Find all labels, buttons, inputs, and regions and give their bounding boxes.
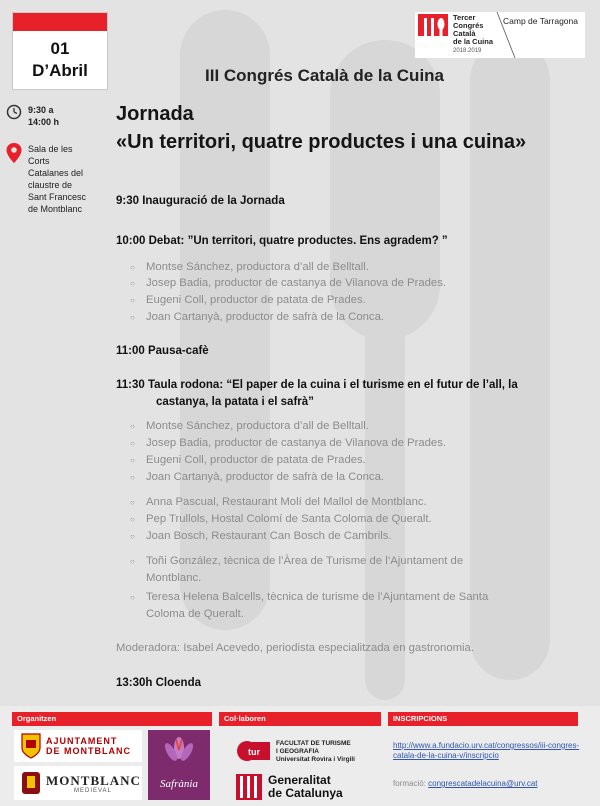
collab-label: Col·laboren	[219, 712, 381, 726]
date-card-band	[13, 13, 107, 31]
safrania-logo	[148, 730, 210, 800]
bullet-icon: ○	[130, 439, 135, 448]
bullet-icon: ○	[130, 498, 135, 507]
program-item-coffee-break: 11:00 Pausa-cafè	[116, 345, 209, 357]
round-table-participant: ○ Anna Pascual, Restaurant Molí del Mallol de Montblanc.	[146, 494, 427, 511]
jornada-label: Jornada	[116, 103, 194, 125]
bullet-icon: ○	[130, 515, 135, 524]
bullet-icon: ○	[130, 532, 135, 541]
bullet-icon: ○	[130, 279, 135, 288]
svg-text:tur: tur	[248, 747, 260, 757]
date-card	[12, 12, 108, 90]
round-table-participant: ○ Montse Sánchez, productora d’all de Belltall.	[146, 418, 369, 435]
bullet-icon: ○	[130, 593, 135, 602]
jornada-title: «Un territori, quatre productes i una cuina»	[116, 131, 527, 153]
debate-participant: ○ Josep Badia, productor de castanya de Vilanova de Prades.	[146, 275, 446, 292]
saffron-flower-icon	[159, 736, 199, 772]
generalitat-text: Generalitat de Catalunya	[268, 773, 343, 800]
debate-participant: ○ Montse Sánchez, productora d’all de Belltall.	[146, 259, 369, 276]
congress-logo	[415, 12, 585, 58]
logo-years: 2018.2019	[453, 48, 482, 54]
congress-title: III Congrés Català de la Cuina	[205, 66, 445, 85]
bullet-icon: ○	[130, 557, 135, 566]
cutlery-logo-icon	[418, 14, 448, 54]
bullet-icon: ○	[130, 456, 135, 465]
place-line: Corts	[28, 156, 50, 166]
round-table-participant: ○ Eugeni Coll, productor de patata de Prades.	[146, 452, 366, 469]
generalitat-flag-icon	[236, 774, 262, 800]
logo-camp-label: Camp de Tarragona	[503, 16, 578, 26]
registration-link[interactable]: http://www.a.fundacio.urv.cat/congressos/iii-congres-catala-de-la-cuina-v/inscripcio	[393, 741, 580, 760]
montblanc-medieval-logo	[14, 766, 142, 800]
safrania-text: Safrània	[160, 778, 198, 790]
place-line: de Montblanc	[28, 204, 83, 214]
round-table-participant: ○ Joan Bosch, Restaurant Can Bosch de Cambrils.	[146, 528, 392, 545]
bullet-icon: ○	[130, 296, 135, 305]
round-table-participant: ○ Toñi González, tècnica de l’Àrea de Turisme de l’Ajuntament de Montblanc.	[130, 555, 464, 584]
date-month: D’Abril	[32, 61, 88, 80]
urv-logo	[236, 738, 376, 766]
inscriptions-label: INSCRIPCIONS	[388, 712, 578, 726]
place-line: Catalanes del	[28, 168, 84, 178]
debate-participant: ○ Eugeni Coll, productor de patata de Prades.	[146, 292, 366, 309]
shield-icon	[20, 732, 42, 760]
ajuntament-text: AJUNTAMENT DE MONTBLANC	[46, 736, 131, 756]
montblanc-text: MONTBLANC	[46, 773, 141, 788]
bullet-icon: ○	[130, 263, 135, 272]
jornada-heading	[116, 100, 526, 156]
clock-icon	[6, 104, 22, 120]
ajuntament-logo	[14, 730, 142, 762]
crest-icon	[20, 770, 42, 796]
bullet-icon: ○	[130, 313, 135, 322]
organize-label: Organitzen	[12, 712, 212, 726]
time-start: 9:30 a	[28, 105, 54, 115]
moderator-note: Moderadora: Isabel Acevedo, periodista especialitzada en gastronomia.	[116, 642, 474, 654]
round-table-participant: ○ Joan Cartanyà, productor de safrà de la Conca.	[146, 469, 384, 486]
debate-participant: ○ Joan Cartanyà, productor de safrà de la Conca.	[146, 309, 384, 326]
program-item-round-table: 11:30 Taula rodona: “El paper de la cuina i el turisme en el futur de l’all, la castanya, la patata i el safrà”	[116, 379, 518, 408]
date-day: 01	[50, 39, 70, 58]
round-table-participant: ○ Josep Badia, productor de castanya de Vilanova de Prades.	[146, 435, 446, 452]
place-line: Sala de les	[28, 144, 73, 154]
place-line: Sant Francesc	[28, 192, 87, 202]
program-item-inauguration: 9:30 Inauguració de la Jornada	[116, 195, 285, 207]
round-table-participant: ○ Pep Trullols, Hostal Colomí de Santa Coloma de Queralt.	[146, 511, 432, 528]
bullet-icon: ○	[130, 473, 135, 482]
contact-email-link[interactable]: congrescatadelacuina@urv.cat	[428, 779, 538, 788]
generalitat-logo	[236, 772, 376, 802]
format-label: formació:	[393, 779, 426, 788]
contact-line	[393, 779, 538, 788]
round-table-participant: ○ Teresa Helena Balcells, tècnica de turisme de l’Ajuntament de Santa Coloma de Queralt.	[130, 591, 489, 620]
location-pin-icon	[6, 143, 22, 163]
urv-text: FACULTAT DE TURISME I GEOGRAFIA Universitat Rovira i Virgili	[276, 740, 355, 763]
logo-text: Tercer Congrés Català de la Cuina	[453, 13, 494, 46]
time-end: 14:00 h	[28, 117, 60, 127]
bullet-icon: ○	[130, 422, 135, 431]
program-item-closing: 13:30h Cloenda	[116, 677, 201, 689]
place-line: claustre de	[28, 180, 73, 190]
program-item-debate: 10:00 Debat: ”Un territori, quatre productes. Ens agradem? ”	[116, 235, 448, 247]
urv-mark-icon	[236, 738, 270, 764]
montblanc-sub-text: MEDIEVAL	[74, 788, 112, 794]
